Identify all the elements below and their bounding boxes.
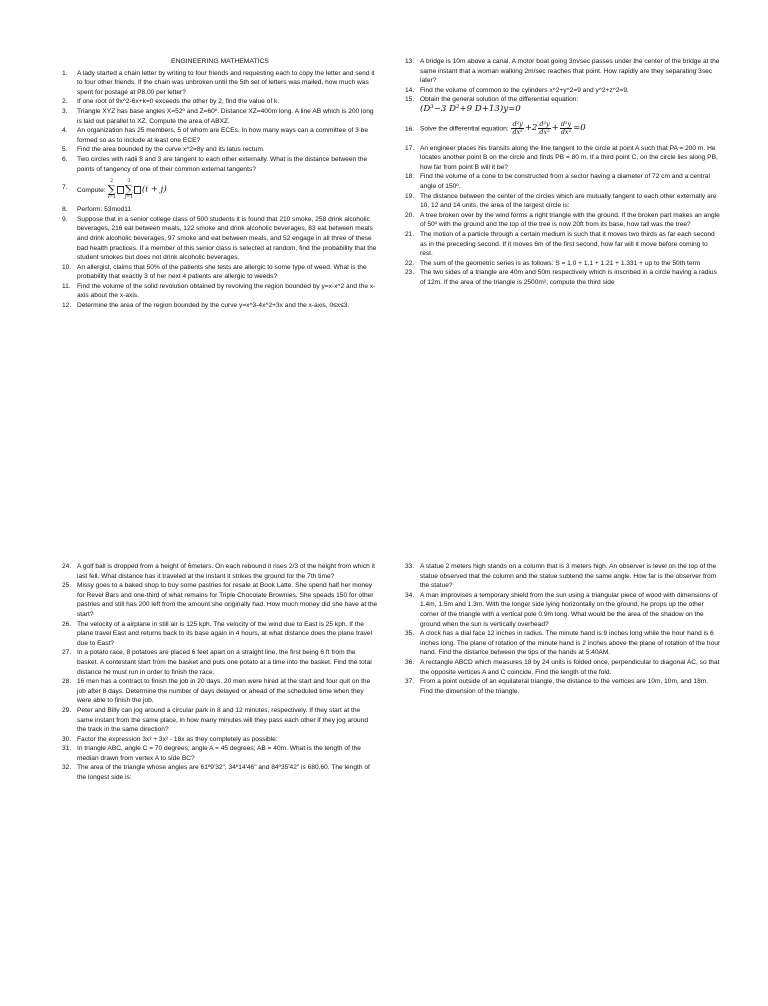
problem-text: A lady started a chain letter by writing to four friends and requesting each to copy the letter and send it to four other friends. If the chain was unbroken until the 5th set of letters was mailed, how much was spent for postage at P8.00 per letter? — [77, 69, 375, 96]
column-bottom-left — [62, 562, 378, 783]
problem-7: 7. Compute: 2 ∑ i=1 3 ∑ j=1 (i + j) — [62, 179, 167, 201]
column-bottom-right — [405, 562, 721, 696]
problem-text: The sum of the geometric series is as follows: S = 1.0 + 1.1 + 1.21 + 1.331 + up to the 50th term — [420, 259, 701, 267]
problem-35: 35. A clock has a dial face 12 inches in radius. The minute hand is 9 inches long while the hour hand is 6 inches long. The plane of rotation of the minute hand is 2 inches above the plane of rotation of the hour hand. Find the distance between the tips of the hands at 5:40AM. — [405, 630, 721, 657]
problem-text: Factor the expression 3x³ + 3x² - 18x as they completely as possible: — [77, 735, 278, 743]
problem-text: Perform: 53mod11 — [77, 206, 132, 214]
problem-text: An organization has 25 members, 5 of whom are ECEs. In how many ways can a committee of 3 be formed so as to include at least one ECE? — [77, 127, 368, 144]
problem-text: In a potato race, 8 potatoes are placed 6 feet apart on a straight line, the first being 6 ft from the basket. A contestant start from the basket and puts one potato at a time into the basket. Find the total distance he must run in order to finish the race. — [77, 649, 372, 676]
problem-text: The two sides of a triangle are 40m and 50m respectively which is inscribed in a circle having a radius of 12m. If the area of the triangle is 2500m², compute the third side — [420, 269, 717, 286]
problem-text: Find the volume of the solid revolution obtained by revolving the region bounded by y=x-x^2 and the x-axis about the x-axis. — [77, 282, 376, 300]
problem-16: 16. Solve the differential equation: $\frac{\text{d²y}}{\text{dx²}}$ +2 $\frac{\text{d²y}}{\text{dx²}}$ + $\frac{\text{d²y}}{\text{dx²}}$ =0 — [405, 119, 586, 136]
differential-equation-16: $\frac{\text{d²y}}{\text{dx²}}$ +2 $\frac{\text{d²y}}{\text{dx²}}$ + $\frac{\text{d²y}}{\text{dx²}}$ =0 — [512, 119, 586, 136]
problem-29: 29. Peter and Billy can jog around a circular park in 8 and 12 minutes, respectively. If they start at the same instant from the same place, in how many minutes will they pass each other if they jog around the track in the same direction? — [62, 706, 369, 734]
problem-text: A rectangle ABCD which measures 18 by 24 units is folded once, perpendicular to diagonal AC, so that the opposite vertices A and C coincide. Find the length of the fold. — [420, 658, 720, 676]
problem-17: 17. An engineer places his transits along the line tangent to the circle at point A such that PA = 200 m. He locates another point B on the circle and finds PB = 80 m. If a third point C, on the circle lies along PB, how far from point B will it be? — [405, 144, 718, 171]
problem-8: 8. Perform: 53mod11 — [62, 206, 132, 214]
problem-5: 5. Find the area bounded by the curve x^2=8y and its latus rectum. — [62, 146, 265, 154]
problem-4: 4. An organization has 25 members, 5 of whom are ECEs. In how many ways can a committee of 3 be formed so as to include at least one ECE? — [62, 127, 368, 144]
problem-21: 21. The motion of a particle through a certain medium is such that it moves two thirds as far each second as in the preceding second. If it moves 6m of the first second, how far will it move before coming to rest. — [405, 230, 715, 258]
problem-30: 30. Factor the expression 3x³ + 3x² - 18x as they completely as possible: — [62, 735, 278, 743]
problem-text: A bridge is 10m above a canal. A motor boat going 3m/sec passes under the center of the bridge at the same instant that a woman walking 2m/sec reaches that point. How rapidly are they separating 3sec later? — [420, 58, 720, 85]
page-title: ENGINEERING MATHEMATICS — [171, 58, 269, 65]
problem-9: 9. Suppose that in a senior college class of 500 students it is found that 210 smoke, 258 drink alcoholic beverages, 216 eat between meals, 122 smoke and drink alcoholic beverages, 83 eat between meals and drink alcoholic beverages, 97 smoke and eat between meals, and 52 engage in all three of these bad health practices. If a member of this senior class is selected at random, find the probability that the student smokes but does not drink alcoholic beverages. — [62, 215, 377, 262]
problem-text: Peter and Billy can jog around a circular park in 8 and 12 minutes, respectively. If they start at the same instant from the same place, in how many minutes will they pass each other if they jog around the track in the same direction? — [77, 706, 369, 734]
problem-text: Missy goes to a baked shop to buy some pastries for resale at Book Latte. She spend half her money for Revel Bars and one-third of what remains for Triple Chocolate Brownies. She speads 150 for other pastries and still has 200 left from the amount she originally had. How much money did she have at the start? — [77, 582, 378, 618]
problem-text: In triangle ABC, angle C = 70 degrees; angle A = 45 degrees; AB = 40m. What is the length of the median drawn from vertex A to side BC? — [77, 745, 361, 762]
problem-text: 16 men has a contract to finish the job in 20 days. 20 men were hired at the start and four quit on the job after 8 days. Determine the number of days delayed or ahead of the scheduled time when they were able to finish the job. — [77, 678, 371, 705]
problem-text: Solve the differential equation: — [420, 124, 509, 132]
problem-25: 25. Missy goes to a baked shop to buy some pastries for resale at Book Latte. She spend half her money for Revel Bars and one-third of what remains for Triple Chocolate Brownies. She speads 150 for other pastries and still has 200 left from the amount she originally had. How much money did she have at the start? — [62, 582, 378, 618]
problem-2: 2. If one root of 9x^2-6x+k=0 exceeds the other by 2, find the value of k. — [62, 98, 280, 106]
problem-text: From a point outside of an equilateral triangle, the distance to the vertices are 10m, 10m, and 18m. Find the dimension of the triangle. — [420, 678, 709, 695]
problem-11: 11. Find the volume of the solid revolution obtained by revolving the region bounded by y=x-x^2 and the x-axis about the x-axis. — [62, 282, 376, 300]
problem-37: 37. From a point outside of an equilateral triangle, the distance to the vertices are 10m, 10m, and 18m. Find the dimension of the triangle. — [405, 678, 709, 695]
problem-15: 15. Obtain the general solution of the differential equation: (D³−3 D²+9 D+13)y=0 — [405, 96, 579, 114]
double-sum-formula: 2 ∑ i=1 3 ∑ j=1 (i + j) — [107, 179, 167, 201]
problem-text: The velocity of a airplane in still air is 125 kph. The velocity of the wind due to East is 25 kph. If the plane travel East and returns back to its base again in 4 hours, at what distance does the plane travel due to East? — [77, 620, 373, 647]
problem-text: A clock has a dial face 12 inches in radius. The minute hand is 9 inches long while the hour hand is 6 inches long. The plane of rotation of the minute hand is 2 inches above the plane of rotation of the hour hand. Find the distance between the tips of the hands at 5:40AM. — [420, 630, 721, 657]
problem-text: A golf ball is dropped from a height of 6meters. On each rebound it rises 2/3 of the height from which it last fell. What distance has it traveled at the instant it strikes the ground for the 7th time? — [77, 563, 375, 580]
problem-36: 36. A rectangle ABCD which measures 18 by 24 units is folded once, perpendicular to diagonal AC, so that the opposite vertices A and C coincide. Find the length of the fold. — [405, 658, 720, 676]
problem-24: 24. A golf ball is dropped from a height of 6meters. On each rebound it rises 2/3 of the height from which it last fell. What distance has it traveled at the instant it strikes the ground for the 7th time? — [62, 563, 375, 580]
problem-22: 22. The sum of the geometric series is as follows: S = 1.0 + 1.1 + 1.21 + 1.331 + up to the 50th term — [405, 259, 701, 267]
column-top-right — [405, 57, 721, 287]
problem-31: 31. In triangle ABC, angle C = 70 degrees; angle A = 45 degrees; AB = 40m. What is the length of the median drawn from vertex A to side BC? — [62, 745, 361, 762]
problem-text: If one root of 9x^2-6x+k=0 exceeds the other by 2, find the value of k. — [77, 98, 280, 106]
problem-text: Obtain the general solution of the differential equation: — [420, 96, 579, 104]
problem-3: 3. Triangle XYZ has base angles X=52º and Z=60º. Distance XZ=400m long. A line AB which is 200 long is laid out parallel to XZ. Compute the area of ABXZ. — [62, 107, 374, 125]
problem-13: 13. A bridge is 10m above a canal. A motor boat going 3m/sec passes under the center of the bridge at the same instant that a woman walking 2m/sec reaches that point. How rapidly are they separating 3sec later? — [405, 58, 720, 85]
problem-text: Suppose that in a senior college class of 500 students it is found that 210 smoke, 258 drink alcoholic beverages, 216 eat between meals, 122 smoke and drink alcoholic beverages, 83 eat between meals and drink alcoholic beverages, 97 smoke and eat between meals, and 52 engage in all three of these bad health practices. If a member of this senior class is selected at random, find the probability that the student smokes but does not drink alcoholic beverages. — [77, 215, 377, 262]
problem-text: A statue 2 meters high stands on a column that is 3 meters high. An observer is level on the top of the statue observed that the column and the statue subtend the same angle. How far is the observer from the statue? — [420, 563, 717, 590]
problem-23: 23. The two sides of a triangle are 40m and 50m respectively which is inscribed in a circle having a radius of 12m. If the area of the triangle is 2500m², compute the third side — [405, 269, 717, 286]
problem-6: 6. Two circles with radii 8 and 3 are tangent to each other externally. What is the distance between the points of tangency of one of their common external tangents? — [62, 155, 368, 173]
problem-text: Find the volume of a cone to be constructed from a sector having a diameter of 72 cm and a central angle of 150º. — [420, 173, 710, 190]
problem-20: 20. A tree broken over by the wind forms a right triangle with the ground. If the broken part makes an angle of 50º with the ground and the top of the tree is now 20ft from its base, how tall was the tree? — [405, 211, 720, 229]
problem-text: The area of the triangle whose angles are 61º9'32", 34º14'46" and 84º35'42" is 680.60. The length of the longest side is: — [77, 764, 370, 782]
problem-text: Compute: — [77, 186, 106, 194]
problem-14: 14. Find the volume of common to the cylinders x^2+y^2=9 and y^2+z^2=9. — [405, 86, 629, 94]
problem-text: Determine the area of the region bounded by the curve y=x^3-4x^2+3x and the x-axis, 0≤x≤3. — [77, 302, 350, 310]
problem-10: 10. An allergist, claims that 50% of the patients she tests are allergic to some type of weed. What is the probability that exactly 3 of her next 4 patients are allergic to weeds? — [62, 263, 367, 281]
problem-1: 1. A lady started a chain letter by writing to four friends and requesting each to copy the letter and send it to four other friends. If the chain was unbroken until the 5th set of letters was mailed, how much was spent for postage at P8.00 per letter? — [62, 69, 375, 96]
problem-28: 28. 16 men has a contract to finish the job in 20 days. 20 men were hired at the start and four quit on the job after 8 days. Determine the number of days delayed or ahead of the scheduled time when they were able to finish the job. — [62, 678, 371, 705]
problem-26: 26. The velocity of a airplane in still air is 125 kph. The velocity of the wind due to East is 25 kph. If the plane travel East and returns back to its base again in 4 hours, at what distance does the plane travel due to East? — [62, 620, 373, 647]
problem-12: 12. Determine the area of the region bounded by the curve y=x^3-4x^2+3x and the x-axis, 0≤x≤3. — [62, 302, 350, 310]
problem-text: Find the volume of common to the cylinders x^2+y^2=9 and y^2+z^2=9. — [420, 86, 629, 94]
problem-text: The distance between the center of the circles which are mutually tangent to each other externally are 10, 12 and 14 units, the area of the largest circle is: — [420, 192, 717, 210]
problem-27: 27. In a potato race, 8 potatoes are placed 6 feet apart on a straight line, the first being 6 ft from the basket. A contestant start from the basket and puts one potato at a time into the basket. Find the total distance he must run in order to finish the race. — [62, 649, 372, 676]
differential-equation-15: (D³−3 D²+9 D+13)y=0 — [420, 103, 521, 114]
problem-text: Triangle XYZ has base angles X=52º and Z=60º. Distance XZ=400m long. A line AB which is 200 long is laid out parallel to XZ. Compute the area of ABXZ. — [77, 107, 374, 125]
placeholder-box-icon — [117, 186, 124, 194]
problem-text: The motion of a particle through a certain medium is such that it moves two thirds as far each second as in the preceding second. If it moves 6m of the first second, how far will it move before coming to rest. — [420, 230, 715, 258]
problem-text: An allergist, claims that 50% of the patients she tests are allergic to some type of weed. What is the probability that exactly 3 of her next 4 patients are allergic to weeds? — [77, 263, 367, 281]
problem-text: Two circles with radii 8 and 3 are tangent to each other externally. What is the distance between the points of tangency of one of their common external tangents? — [77, 155, 368, 173]
problem-34: 34. A man improvises a temporary shield from the sun using a triangular piece of wood with dimensions of 1.4m, 1.5m and 1.3m. With the longer side lying horizontally on the ground, he props up the other corner of the triangle with a vertical pole 0.9m long. What would be the area of the shadow on the ground when the sun is vertically overhead? — [405, 591, 718, 628]
sum-symbol-i: 2 ∑ i=1 — [107, 179, 116, 201]
problem-text: A man improvises a temporary shield from the sun using a triangular piece of wood with dimensions of 1.4m, 1.5m and 1.3m. With the longer side lying horizontally on the ground, he props up the other corner of the triangle with a vertical pole 0.9m long. What would be the area of the shadow on the ground when the sun is vertically overhead? — [420, 591, 718, 628]
column-top-left — [62, 57, 378, 311]
sum-symbol-j: 3 ∑ j=1 — [124, 179, 133, 201]
problem-33: 33. A statue 2 meters high stands on a column that is 3 meters high. An observer is level on the top of the statue observed that the column and the statue subtend the same angle. How far is the observer from the statue? — [405, 563, 717, 590]
problem-32: 32. The area of the triangle whose angles are 61º9'32", 34º14'46" and 84º35'42" is 680.60. The length of the longest side is: — [62, 764, 370, 782]
problem-text: An engineer places his transits along the line tangent to the circle at point A such that PA = 200 m. He locates another point B on the circle and finds PB = 80 m. If a third point C, on the circle lies along PB, how far from point B will it be? — [420, 144, 718, 171]
problem-text: Find the area bounded by the curve x^2=8y and its latus rectum. — [77, 146, 265, 154]
problem-19: 19. The distance between the center of the circles which are mutually tangent to each other externally are 10, 12 and 14 units, the area of the largest circle is: — [405, 192, 717, 210]
placeholder-box-icon — [134, 186, 141, 194]
problem-text: A tree broken over by the wind forms a right triangle with the ground. If the broken part makes an angle of 50º with the ground and the top of the tree is now 20ft from its base, how tall was the tree? — [420, 211, 720, 229]
problem-18: 18. Find the volume of a cone to be constructed from a sector having a diameter of 72 cm and a central angle of 150º. — [405, 173, 710, 190]
